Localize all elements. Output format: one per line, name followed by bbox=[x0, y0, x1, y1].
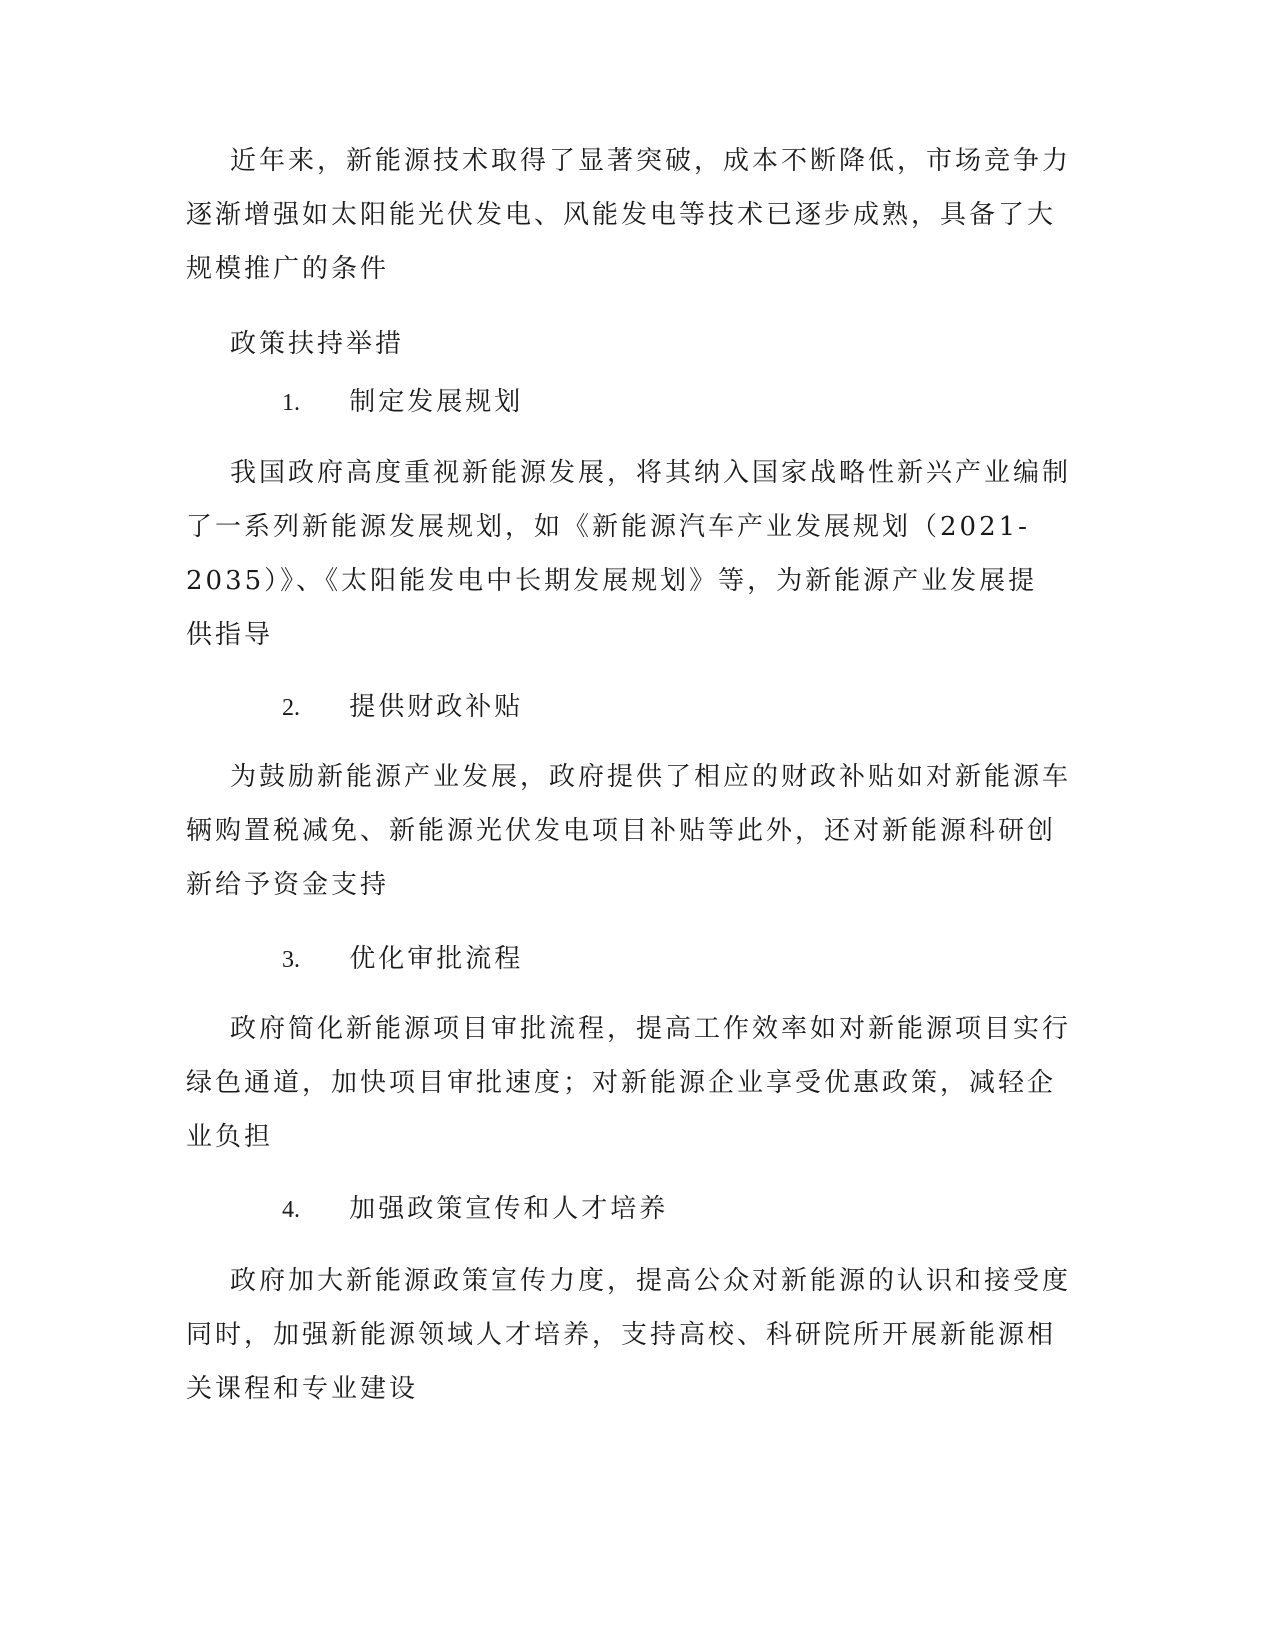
list-item-heading-4 bbox=[282, 1182, 668, 1236]
paragraph-line: 为鼓励新能源产业发展，政府提供了相应的财政补贴如对新能源车 bbox=[230, 762, 1072, 792]
paragraph-line: 关课程和专业建设 bbox=[186, 1374, 419, 1404]
list-item-heading-1 bbox=[282, 375, 523, 429]
item-1-paragraph bbox=[186, 446, 1076, 662]
paragraph-line: 新给予资金支持 bbox=[186, 870, 390, 900]
list-number: 4. bbox=[282, 1197, 300, 1223]
paragraph-line: 业负担 bbox=[186, 1122, 274, 1152]
section-heading: 政策扶持举措 bbox=[230, 329, 405, 359]
list-number: 3. bbox=[282, 947, 300, 973]
paragraph-line: 绿色通道，加快项目审批速度；对新能源企业享受优惠政策，减轻企 bbox=[186, 1068, 1057, 1098]
list-number: 2. bbox=[282, 695, 300, 721]
list-item-title: 优化审批流程 bbox=[349, 944, 524, 974]
item-2-paragraph bbox=[186, 750, 1076, 912]
paragraph-line: 辆购置税减免、新能源光伏发电项目补贴等此外，还对新能源科研创 bbox=[186, 816, 1057, 846]
paragraph-line: 2035）》、《太阳能发电中长期发展规划》等，为新能源产业发展提 bbox=[186, 566, 1038, 596]
paragraph-line: 供指导 bbox=[186, 620, 274, 650]
list-item-title: 加强政策宣传和人才培养 bbox=[349, 1194, 669, 1224]
list-item-title: 制定发展规划 bbox=[349, 387, 524, 417]
paragraph-line: 近年来，新能源技术取得了显著突破，成本不断降低，市场竞争力 bbox=[230, 146, 1072, 176]
item-4-paragraph bbox=[186, 1254, 1076, 1416]
list-number: 1. bbox=[282, 390, 300, 416]
list-item-heading-2 bbox=[282, 680, 523, 734]
item-3-paragraph bbox=[186, 1002, 1076, 1164]
paragraph-line: 规模推广的条件 bbox=[186, 254, 390, 284]
paragraph-line: 政府加大新能源政策宣传力度，提高公众对新能源的认识和接受度 bbox=[230, 1266, 1072, 1296]
list-item-heading-3 bbox=[282, 932, 523, 986]
paragraph-line: 逐渐增强如太阳能光伏发电、风能发电等技术已逐步成熟，具备了大 bbox=[186, 200, 1057, 230]
paragraph-line: 我国政府高度重视新能源发展，将其纳入国家战略性新兴产业编制 bbox=[230, 458, 1072, 488]
list-item-title: 提供财政补贴 bbox=[349, 692, 524, 722]
paragraph-line: 同时，加强新能源领域人才培养，支持高校、科研院所开展新能源相 bbox=[186, 1320, 1057, 1350]
intro-paragraph bbox=[186, 134, 1076, 296]
paragraph-line: 政府简化新能源项目审批流程，提高工作效率如对新能源项目实行 bbox=[230, 1014, 1072, 1044]
paragraph-line: 了一系列新能源发展规划，如《新能源汽车产业发展规划（2021- bbox=[186, 512, 1030, 542]
